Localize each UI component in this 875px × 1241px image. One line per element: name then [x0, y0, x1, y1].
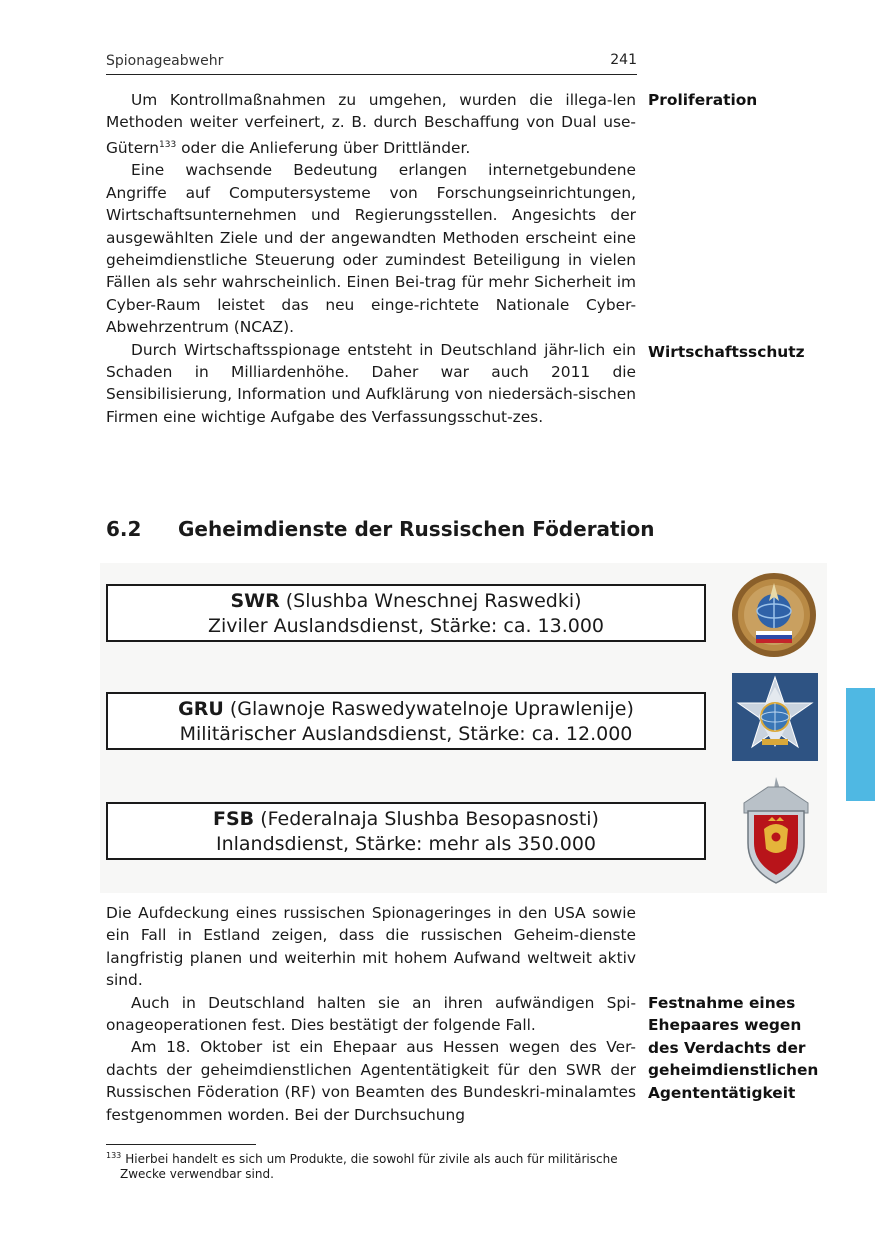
paragraph: Auch in Deutschland halten sie an ihren aufwändigen Spi-onageoperationen fest. Dies bestätigt der folgende Fall. — [106, 993, 636, 1035]
paragraph: Am 18. Oktober ist ein Ehepaar aus Hessen wegen des Ver-dachts der geheimdienstlichen Agententätigkeit für den SWR der Russischen Föderation (RF) von Beamten des Bundeskri-minalamtes festgenommen worden. Bei der Durchsuchung — [106, 1038, 636, 1124]
paragraph: Eine wachsende Bedeutung erlangen internetgebundene Angriffe auf Computersysteme von Forschungseinrichtungen, Wirtschaftsunternehmen und Regierungsstellen. Angesichts der ausgewählten Ziele und der angewandten Methoden erscheint eine geheimdienstliche Steuerung oder zumindest Beteiligung in vielen Fällen als sehr wahrscheinlich. Einen Bei-trag für mehr Sicherheit im Cyber-Raum leistet das neu einge-richtete Nationale Cyber-Abwehrzentrum (NCAZ). — [106, 161, 636, 337]
footnote-ref: 133 — [159, 139, 177, 150]
section-title: Geheimdienste der Russischen Föderation — [178, 517, 655, 541]
section-number: 6.2 — [106, 517, 142, 541]
margin-note-proliferation: Proliferation — [648, 91, 758, 109]
footnote — [106, 1148, 641, 1182]
agency-description: Ziviler Auslandsdienst, Stärke: ca. 13.000 — [207, 615, 605, 637]
body-text-top — [106, 89, 636, 428]
footnote-number: 133 — [106, 1151, 122, 1160]
margin-note-festnahme: Festnahme eines Ehepaares wegen des Verdachts der geheimdienstlichen Agententätigkeit — [648, 994, 819, 1102]
agency-full-name: (Glawnoje Raswedywatelnoje Uprawlenije) — [223, 698, 634, 720]
page-number: 241 — [610, 52, 637, 68]
running-header — [106, 50, 637, 75]
section-heading — [106, 517, 706, 541]
agency-abbr: FSB — [213, 808, 255, 830]
agencies-figure — [100, 563, 827, 893]
agency-description: Militärischer Auslandsdienst, Stärke: ca. 12.000 — [179, 723, 633, 745]
footnote-rule — [106, 1144, 256, 1145]
paragraph: Um Kontrollmaßnahmen zu umgehen, wurden die illega-len Methoden weiter verfeinert, z. B. durch Beschaffung von Dual use-Gütern$^{133}$ oder die Anlieferung über Drittländer. — [106, 91, 636, 157]
running-title: Spionageabwehr — [106, 53, 224, 69]
chapter-thumb-tab — [846, 688, 875, 801]
agency-full-name: (Slushba Wneschnej Raswedki) — [279, 590, 582, 612]
agency-abbr: SWR — [230, 590, 280, 612]
paragraph: Die Aufdeckung eines russischen Spionageringes in den USA sowie ein Fall in Estland zeigen, dass die russischen Geheim-dienste langfristig planen und weiterhin mit hohem Aufwand weltweit aktiv sind. — [106, 904, 636, 990]
fsb-emblem-icon — [738, 773, 814, 889]
swr-emblem-icon — [730, 571, 818, 659]
body-text-bottom — [106, 902, 636, 1126]
agency-abbr: GRU — [178, 698, 224, 720]
margin-note-wirtschaftsschutz: Wirtschaftsschutz — [648, 343, 805, 361]
footnote-text: Hierbei handelt es sich um Produkte, die sowohl für zivile als auch für militärische — [125, 1152, 618, 1166]
footnote-text-continued: Zwecke verwendbar sind. — [120, 1167, 274, 1181]
paragraph: Durch Wirtschaftsspionage entsteht in Deutschland jähr-lich ein Schaden in Milliardenhöhe. Daher war auch 2011 die Sensibilisierung, Information und Aufklärung von niedersäch-sischen Firmen eine wichtige Aufgabe des Verfassungsschut-zes. — [106, 340, 636, 426]
agency-box-gru — [106, 692, 706, 750]
agency-box-fsb — [106, 802, 706, 860]
agency-box-swr — [106, 584, 706, 642]
gru-emblem-icon — [732, 673, 818, 761]
agency-description: Inlandsdienst, Stärke: mehr als 350.000 — [215, 833, 596, 855]
agency-full-name: (Federalnaja Slushba Besopasnosti) — [254, 808, 599, 830]
